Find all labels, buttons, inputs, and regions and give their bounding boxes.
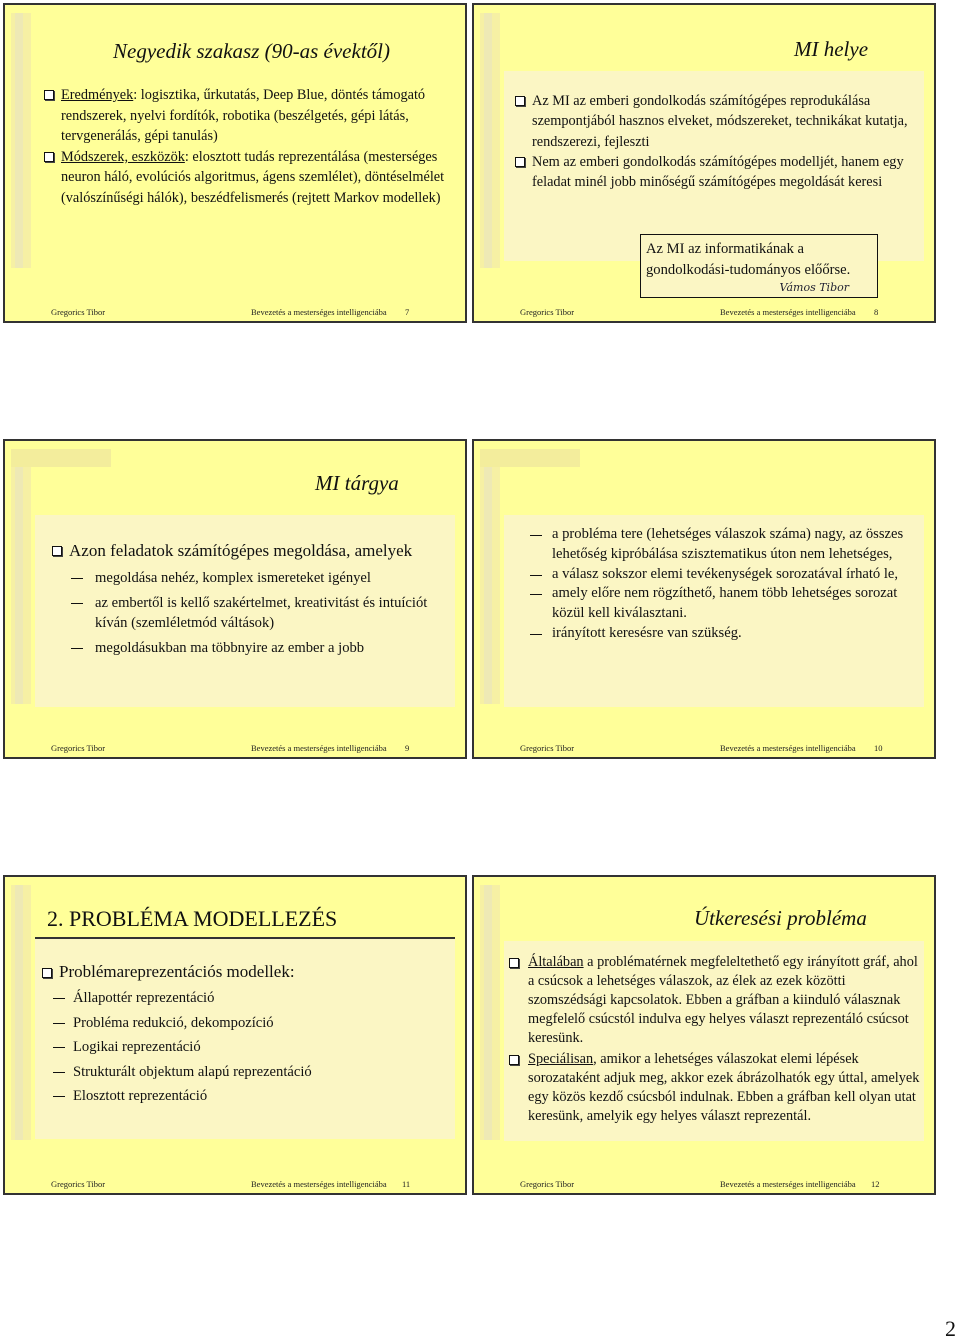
bullet-item: Nem az emberi gondolkodás számítógépes modelljét, hanem egy feladat minél jobb minőségű számítógépes megoldását keresi: [514, 152, 924, 193]
slide-10: [472, 439, 936, 759]
slide-number: 10: [874, 743, 883, 753]
title-underline: [35, 937, 455, 939]
slide-content: [41, 961, 455, 1107]
footer-author: Gregorics Tibor: [520, 743, 575, 753]
dash-icon: [530, 535, 542, 536]
bullet-text: : logisztika, űrkutatás, Deep Blue, döntés támogató rendszerek, nyelvi fordítók, robotika (beszélgetés, gépi látás, tervgenerálás, gépi tanulás): [61, 87, 426, 145]
checkbox-bullet-icon: [44, 152, 54, 162]
dash-icon: [53, 1096, 65, 1097]
dash-icon: [53, 1072, 65, 1073]
slide-12: [472, 875, 936, 1195]
sub-item: Állapottér reprezentáció: [41, 988, 455, 1009]
slide-8: [472, 3, 936, 323]
checkbox-bullet-icon: [42, 968, 52, 978]
slide-title: MI helye: [794, 37, 869, 61]
checkbox-bullet-icon: [509, 1055, 519, 1065]
slide-title: 2. PROBLÉMA MODELLEZÉS: [47, 906, 338, 931]
footer-author: Gregorics Tibor: [51, 307, 106, 317]
bullet-item: [508, 1050, 922, 1126]
footer-author: Gregorics Tibor: [520, 307, 575, 317]
bullet-item: [508, 953, 922, 1048]
footer-course: Bevezetés a mesterséges intelligenciába: [251, 307, 387, 317]
slide-title: Negyedik szakasz (90-as évektől): [113, 39, 390, 63]
checkbox-bullet-icon: [509, 958, 519, 968]
sub-item: amely előre nem rögzíthető, hanem több lehetséges sorozat közül kell kiválasztani.: [510, 584, 920, 624]
sub-item: megoldása nehéz, komplex ismereteket igényel: [51, 568, 451, 589]
bullet-lead: Speciálisan: [528, 1051, 594, 1067]
dash-icon: [71, 603, 83, 604]
sub-item: a válasz sokszor elemi tevékenységek sorozatával írható le,: [510, 565, 920, 585]
sub-item: irányított keresésre van szükség.: [510, 624, 920, 644]
dash-icon: [53, 1047, 65, 1048]
slide-title: Útkeresési probléma: [694, 906, 867, 930]
bullet-item: [43, 85, 453, 147]
sub-item: Elosztott reprezentáció: [41, 1086, 455, 1107]
slide-11: [3, 875, 467, 1195]
signature: Vámos Tibor: [779, 280, 849, 294]
checkbox-bullet-icon: [515, 96, 525, 106]
bullet-lead: Általában: [528, 954, 584, 970]
quote-box: [640, 234, 878, 298]
checkbox-bullet-icon: [515, 157, 525, 167]
slide-number: 8: [874, 307, 879, 317]
slide-content: [510, 525, 920, 644]
footer-course: Bevezetés a mesterséges intelligenciába: [720, 307, 856, 317]
sub-item: a probléma tere (lehetséges válaszok száma) nagy, az összes lehetőség kipróbálása szisztematikus úton nem lehetséges,: [510, 525, 920, 565]
sub-item: Logikai reprezentáció: [41, 1037, 455, 1058]
slide-number: 7: [405, 307, 410, 317]
footer-author: Gregorics Tibor: [520, 1179, 575, 1189]
bullet-item: [43, 147, 453, 209]
sub-item: megoldásukban ma többnyire az ember a jobb: [51, 638, 451, 659]
bullet-text: : elosztott tudás reprezentálása (mesterséges neuron háló, evolúciós algoritmus, ágens szemlélet), döntéselmélet (valószínűségi hálók), beszédfelismerés (rejtett Markov modellek): [61, 148, 445, 206]
bullet-lead: Eredmények: [61, 87, 134, 103]
page-number: 2: [945, 1316, 956, 1341]
bullet-text: a problématérnek megfeleltethető egy irányított gráf, ahol a csúcsok a lehetséges válaszok, az élek az ezek közötti szomszédsági kapcsolatok. Ebben a gráfban a kiinduló válasznak megfelelő csúcstól indulva egy helyes választ reprezentáló csúcsot keresünk.: [528, 954, 918, 1046]
bullet-text: , amikor a lehetséges válaszokat elemi lépések sorozataként adjuk meg, akkor ezek ábrázolhatók egy úttal, amelyek egy közös kezdő csúcsból indulnak. Ebben a gráfban kell olyan utat keresünk, amelyik egy helyes választ reprezentál.: [528, 1051, 920, 1124]
slide-number: 9: [405, 743, 410, 753]
slide-number: 12: [871, 1179, 880, 1189]
slide-content: [514, 91, 924, 192]
slide-content: [508, 953, 922, 1126]
checkbox-bullet-icon: [52, 546, 62, 556]
footer-author: Gregorics Tibor: [51, 743, 106, 753]
dash-icon: [530, 634, 542, 635]
dash-icon: [530, 575, 542, 576]
bullet-lead: Módszerek, eszközök: [61, 148, 185, 165]
footer-course: Bevezetés a mesterséges intelligenciába: [720, 743, 856, 753]
bullet-item: Az MI az emberi gondolkodás számítógépes reprodukálása szempontjából hasznos elveket, módszereket, technikákat kutatja, rendszerezi, fejleszti: [514, 91, 924, 152]
slide-7: [3, 3, 467, 323]
sub-item: Strukturált objektum alapú reprezentáció: [41, 1062, 455, 1083]
quote-text: Az MI az informatikának a gondolkodási-tudományos előőrse.: [646, 241, 851, 278]
footer-course: Bevezetés a mesterséges intelligenciába: [251, 743, 387, 753]
slide-content: [43, 85, 453, 209]
dash-icon: [53, 1023, 65, 1024]
dash-icon: [71, 578, 83, 579]
slide-content: [51, 539, 451, 658]
bullet-item: Azon feladatok számítógépes megoldása, amelyek: [51, 539, 451, 562]
slide-title: MI tárgya: [315, 471, 399, 495]
slide-9: [3, 439, 467, 759]
footer-author: Gregorics Tibor: [51, 1179, 106, 1189]
sub-item: Probléma redukció, dekompozíció: [41, 1013, 455, 1034]
dash-icon: [530, 594, 542, 595]
checkbox-bullet-icon: [44, 90, 54, 100]
footer-course: Bevezetés a mesterséges intelligenciába: [720, 1179, 856, 1189]
dash-icon: [53, 998, 65, 999]
bullet-item: Problémareprezentációs modellek:: [41, 961, 455, 983]
footer-course: Bevezetés a mesterséges intelligenciába: [251, 1179, 387, 1189]
dash-icon: [71, 648, 83, 649]
sub-item: az embertől is kellő szakértelmet, kreativitást és intuíciót kíván (szemléletmód váltások): [51, 593, 451, 634]
slide-number: 11: [402, 1179, 411, 1189]
